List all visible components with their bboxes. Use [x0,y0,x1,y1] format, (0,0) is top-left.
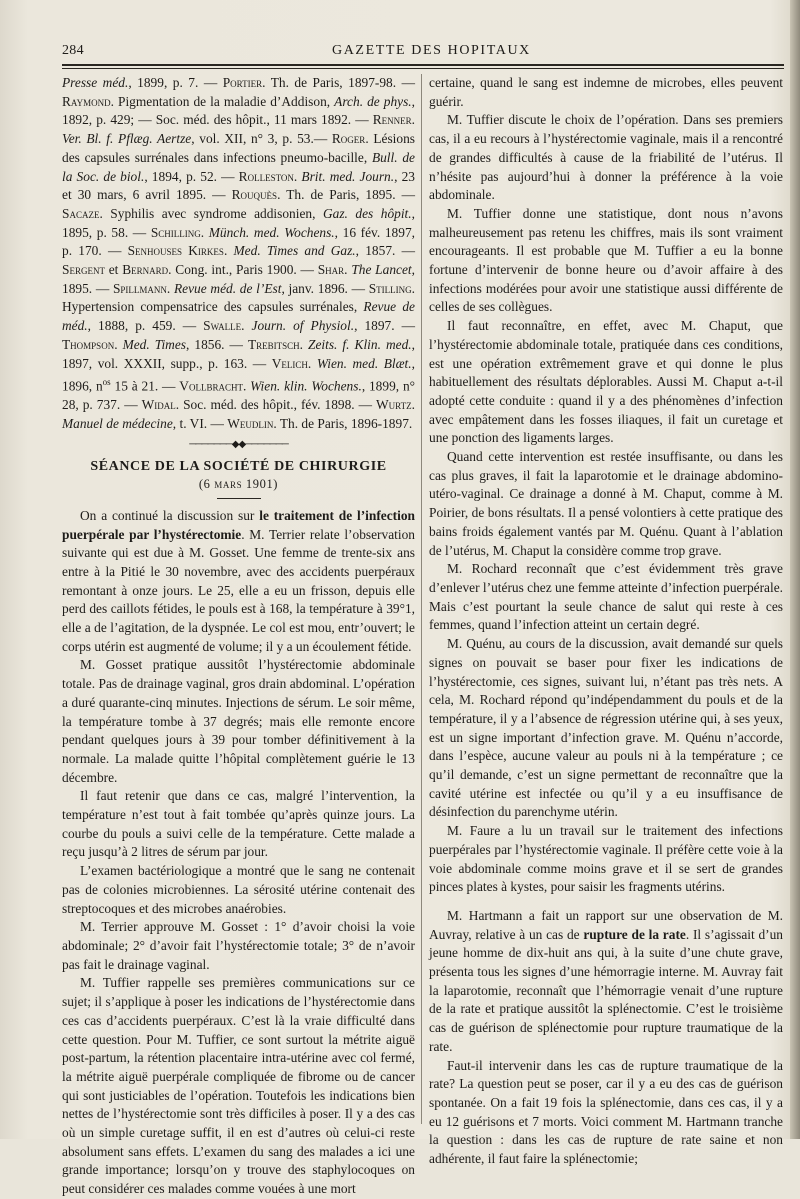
page-header [62,40,788,66]
text-run: . Soc. méd. des hôpit., fév. 1898. — [175,397,377,413]
author-name: Portier [222,75,263,90]
italic-run: Manuel de médecine [62,416,173,432]
text-run: M. Quénu, au cours de la discussion, avait demandé sur quels signes on pouvait se baser pour fixer les indications de l’hystérectomie, ces signes, suivant lui, n’étant pas très nets. A cela, M. Rochard répond qu’indépendamment du pouls et de la température, il y a l’absence de régression utérine qui, à ses yeux, est un signe important d’infection grave. M. Quénu n’accorde, dans l’espèce, aucune valeur au pouls ni à la température ; ce qu’il demande, c’est un signe permettant de reconnaître que la cavité utérine est infectée ou qu’il y a eu insuffisance de désinfection du parenchyme utérin. [429,636,783,820]
text-run: , 16 fév. 1897, p. 170. — [62,224,415,259]
text-run: . [299,336,309,352]
author-name: Bernard [122,262,169,278]
italic-run: Münch. med. Wochens. [208,224,335,240]
text-run: . Th. de Paris, 1897-98. — [262,75,415,90]
section-title: SÉANCE DE LA SOCIÉTÉ DE CHIRURGIE [90,458,387,474]
body-paragraph [429,111,783,205]
text-run: , 1895, p. 58. — [62,205,415,240]
text-run: . Pigmentation de la maladie d’Addison, [110,93,335,109]
text-run: , 1892, p. 429; — Soc. méd. des hôpit., 11 mars 1892. — [62,93,415,128]
author-name: Trebitsch [247,336,300,352]
italic-run: Journ. of Physiol. [251,318,355,334]
italic-run: Ver. Bl. f. Pflæg. Aertze [62,131,192,147]
italic-run: Presse méd. [62,75,129,90]
column-divider [421,74,422,1124]
paragraph-gap [429,897,783,907]
body-paragraph [429,907,783,1057]
author-name: Widal [141,397,176,413]
text-run: , 1857. — [355,243,415,259]
text-run: , t. VI. — [172,416,228,432]
text-run: M. Gosset pratique aussitôt l’hystérectomie abdominale totale. Pas de drainage vaginal, gros drain abdominal. L’opération a duré quarante-cinq minutes. Injections de sérum. Le soir même, la température tombe à 37 degrés; mais elle remonte encore pendant quelques jours à 39 pour tomber définitivement à la normale. La malade quitte l’hôpital complètement guérie le 13 décembre. [62,657,415,785]
text-run: , 1894, p. 52. — [144,168,239,184]
section-date-text: (6 mars 1901) [198,476,279,491]
text-run: Il faut retenir que dans ce cas, malgré l’intervention, la température n’est tout à fait tombée qu’après quinze jours. La courbe du pouls a suivi celle de la température. Cette malade a reçu jusqu’à 2 litres de sérum par jour. [62,788,415,860]
body-paragraph [429,822,783,897]
italic-run: Wien. med. Blæt. [316,355,412,371]
author-name: Sacaze [62,205,100,221]
italic-run: Arch. de phys. [334,93,412,109]
text-run: M. Tuffier donne une statistique, dont nous n’avons malheureusement pas retenu les chiffres, mais ils sont vraiment encourageants. Il est probable que M. Tuffier a eu la bonne fortune d’intervenir de bonne heure ou d’avoir affaire à des infections modérées pour avoir une statistique aussi différente de celles de ses collègues. [429,205,783,315]
text-run: On a continué la discussion sur [80,507,260,523]
body-paragraph [429,205,783,317]
text-run: . [223,243,234,259]
author-name: Roger [331,131,366,147]
text-run: . [307,355,317,371]
text-run: , 1895. — [62,262,415,296]
italic-run: Bull. de la Soc. de biol. [62,149,415,184]
text-run: . Hypertension compensatrice des capsules surrénales, [62,280,415,315]
body-paragraph [62,787,415,862]
body-paragraph [429,74,783,111]
right-column [429,74,783,1167]
running-title: GAZETTE DES HOPITAUX [332,43,531,58]
text-run: , vol. XII, n° 3, p. 53.— [191,131,332,147]
text-run: . Il s’agissait d’un jeune homme de dix-huit ans qui, à la suite d’une chute grave, présenta tous les signes d’une hémorragie interne. M. Auvray fait la laparotomie, reconnaît que l’hémorragie venait d’une rupture de la rate et pratique aussitôt la splénectomie. C’est le troisième cas de guérison de splénectomie pour rupture traumatique de la rate. [429,926,783,1054]
text-run: . M. Terrier relate l’observation suivante qui est due à M. Gosset. Une femme de trente-six ans entre à la Pitié le 30 novembre, avec des accidents puerpéraux remontant à onze jours. Le 25, elle a eu un frisson, depuis elle perd des caillots fétides, le pouls est à 168, la température à 39°1, elle a de l’agitation, de la dyspnée. Le col est mou, entr’ouvert; le corps utérin est augmenté de volume; il y a un écoulement fétide. [62,526,415,654]
italic-run: Zeits. f. Klin. med. [308,336,412,352]
text-run: M. Hartmann a fait un rapport sur une observation de M. Auvray, relative à un cas de [429,907,783,942]
bold-run: le traitement de l’infection puerpérale par l’hystérectomie [62,507,415,542]
text-run: . [200,224,209,240]
body-paragraph [429,317,783,448]
author-name: Renner [372,112,412,128]
body-paragraph [62,974,415,1198]
text-run: , 1897, vol. XXXII, supp., p. 163. — [62,336,415,371]
body-paragraph [429,1057,783,1169]
italic-run: Revue de méd. [62,299,415,334]
author-name: Senhouses Kirkes [127,243,224,259]
author-name: Sergent [62,262,105,278]
bold-run: rupture de la rate [583,926,686,942]
text-run: , 1899, p. 7. — [128,75,223,90]
text-run: . [411,397,416,413]
superscript-run: os [102,377,111,388]
page-edge-shadow [790,0,800,1139]
text-run: , 23 et 30 mars, 6 avril 1895. — [62,168,415,203]
author-name: Spillmann [112,280,167,296]
body-paragraph [62,918,415,974]
text-run: certaine, quand le sang est indemne de microbes, elles peuvent guérir. [429,75,783,109]
text-run: . [242,378,251,394]
author-name: Rouquès [231,187,278,203]
text-run: et [104,262,123,278]
author-name: Stilling [368,280,412,296]
italic-run: Med. Times [122,336,186,352]
author-name: Weudlin [227,416,274,432]
text-run: . Cong. int., Paris 1900. — [168,262,318,278]
text-run: L’examen bactériologique a montré que le sang ne contenait pas de colonies microbiennes. La sérosité utérine contenait des streptocoques et des microbes anaérobies. [62,863,415,916]
text-run: M. Tuffier rappelle ses premières communications sur ce sujet; il s’applique à poser les indications de l’hystérectomie dans ces cas d’accidents puerpéraux. C’est là la vraie difficulté dans cette question. Pour M. Tuffier, ce sont surtout la métrite aiguë post-partum, la rétention placentaire intra-utérine avec col fermé, la métrite aiguë puerpérale compliquée de fibrome ou de cancer qui sont justiciables de l’opération. Toutefois les indications bien nettes de l’hystérectomie sont très difficiles à poser. Il y a des cas où un simple curetage suffit, il en est d’autres où celui-ci reste absolument sans effets. L’examen du sang des malades a ici une grande importance; lorsqu’on y trouve des staphylocoques on peut considérer ces malades comme vouées à une mort [62,975,415,1197]
author-name: Rolleston [238,168,294,184]
author-name: Velich [271,355,308,371]
text-run: M. Rochard reconnaît que c’est évidemment très grave d’enlever l’utérus chez une femme atteinte d’infection puerpérale. Mais c’est pourtant la seule chance de salut qui reste à ces femmes, quand l’infection atteint un certain degré. [429,561,783,633]
text-run: 15 à 21. — [110,378,180,394]
text-run: . Th. de Paris, 1895. — [277,187,415,203]
left-column [62,74,416,1197]
author-name: Wurtz [376,397,412,413]
text-run: M. Terrier approuve M. Gosset : 1° d’avoir choisi la voie abdominale; 2° d’avoir fait l’hystérectomie totale; 3° de n’avoir pas fait le drainage vaginal. [62,919,415,972]
text-run: . [114,336,123,352]
text-run: M. Faure a lu un travail sur le traitement des infections puerpérales par l’hystérectomie vaginale. Il préfère cette voie à la voie abdominale comme moins grave et il se sert de grandes pinces plates à kystes, pour saisir les fragments utérins. [429,823,783,895]
text-run: . [344,262,352,278]
italic-run: Wien. klin. Wochens. [250,378,362,394]
text-run: , 1896, n [62,355,415,394]
author-name: Shar [317,262,345,278]
body-paragraph [62,507,415,657]
text-run: , 1897. — [354,318,416,334]
author-name: Raymond [62,93,111,109]
text-run: , janv. 1896. — [281,280,369,296]
body-paragraph [62,862,415,918]
body-paragraph [62,656,415,787]
italic-run: The Lancet [351,262,412,278]
text-run: Il faut reconnaître, en effet, avec M. Chaput, que l’hystérectomie abdominale totale, pratiquée dans ces conditions, est une opération extrêmement grave et qui donne le plus habituellement des résultats déplorables. Aussi M. Chaput a-t-il adopté cette conduite : quand il y a des phénomènes d’infection avec empâtement dans les fosses iliaques, il fait un curetage et une ponction des ligaments larges. [429,318,783,446]
italic-run: Brit. med. Journ. [301,168,395,184]
author-name: Swalle [203,318,242,334]
section-date [62,476,415,492]
text-run: . [166,280,174,296]
body-paragraph [429,560,783,635]
text-run: . Syphilis avec syndrome addisonien, [99,205,323,221]
author-name: Vollbracht [179,378,243,394]
bibliography-paragraph [62,74,415,434]
text-run: , 1899, n° 28, p. 737. — [62,378,415,413]
body-paragraph [429,635,783,822]
italic-run: Revue méd. de l’Est [173,280,282,296]
page-number: 284 [62,43,84,58]
text-run: . [241,318,252,334]
italic-run: Gaz. des hôpit. [322,205,412,221]
text-run: , 1888, p. 459. — [87,318,204,334]
section-rule [217,498,261,499]
text-run: Faut-il intervenir dans les cas de rupture traumatique de la rate? La question peut se poser, car il y a eu des cas de guérison spontanée. On a fait 19 fois la splénectomie, dans ces cas, il y a eu 12 guérisons et 7 morts. Voici comment M. Hartmann tranche la question : dans les cas de rupture de rate saine et non adhérente, il faut faire la splénectomie; [429,1057,783,1167]
italic-run: Med. Times and Gaz. [233,243,356,259]
text-run: . Lésions des capsules surrénales dans infections pneumo-bacille, [62,131,415,165]
text-run: . [293,168,302,184]
header-rule [62,64,784,69]
text-run: M. Tuffier discute le choix de l’opération. Dans ses premiers cas, il a eu recours à l’hystérectomie vaginale, mais il a rencontré de grandes difficultés à cause de la friabilité de l’utérus. Il n’hésite pas aujourd’hui à donner la préférence à la voie abdominale. [429,112,783,203]
body-paragraph [429,448,783,560]
author-name: Schilling [150,224,201,240]
author-name: Thompson [62,336,115,352]
text-run: Quand cette intervention est restée insuffisante, ou dans les cas plus graves, il fait la laparotomie et le drainage abdomino-utéro-vaginal. Ce drainage a donné à M. Chaput, comme à M. Poirier, de bons résultats. Il a pensé volontiers à cette pratique des bains froids également vantés par M. Quénu. Quant à l’ablation de l’utérus, M. Chaput la considère comme trop grave. [429,449,783,558]
text-run: , 1856. — [186,336,248,352]
text-run: . Th. de Paris, 1896-1897. [273,416,413,432]
section-ornament: ───────◆◆─────── [189,438,288,450]
text-run: . [411,112,415,128]
